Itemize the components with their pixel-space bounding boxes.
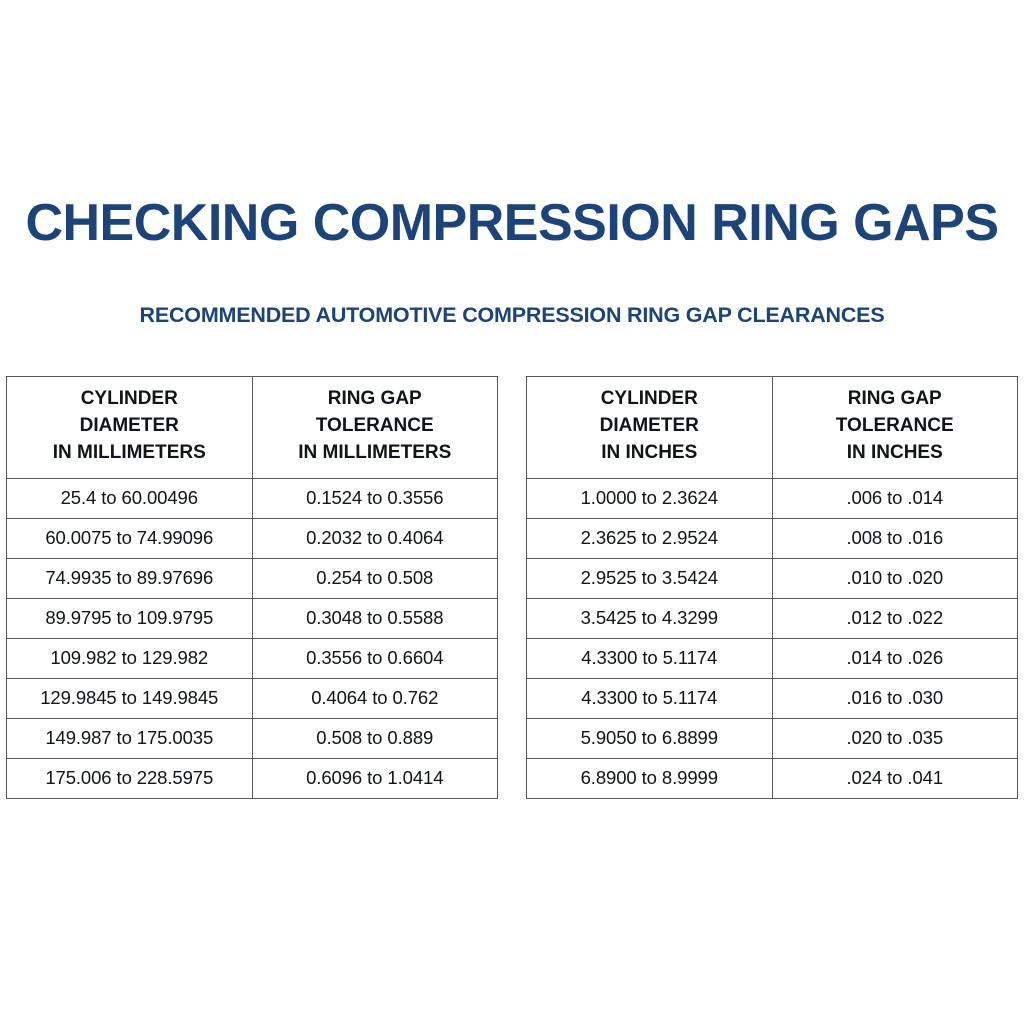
header-line-1: RING GAP [847,388,942,409]
cell-diameter: 129.9845 to 149.9845 [7,678,253,718]
cell-diameter: 1.0000 to 2.3624 [527,478,773,518]
cell-diameter: 2.9525 to 3.5424 [527,558,773,598]
header-line-1: CYLINDER [600,388,698,409]
cell-tolerance: 0.4064 to 0.762 [252,678,498,718]
header-line-2: TOLERANCE [835,414,954,436]
cell-diameter: 25.4 to 60.00496 [7,478,253,518]
cell-diameter: 6.8900 to 8.9999 [527,758,773,798]
cell-diameter: 89.9795 to 109.9795 [7,598,253,638]
tables-container [0,376,1024,799]
cell-tolerance: 0.1524 to 0.3556 [252,478,498,518]
table-row [527,598,1018,638]
cell-diameter: 175.006 to 228.5975 [7,758,253,798]
table-row [7,678,498,718]
cell-tolerance: .010 to .020 [772,558,1018,598]
table-row [527,678,1018,718]
imperial-col-diameter-header [527,377,773,479]
header-line-2: TOLERANCE [315,414,434,436]
cell-diameter: 4.3300 to 5.1174 [527,638,773,678]
header-line-2: DIAMETER [79,414,179,436]
cell-tolerance: 0.254 to 0.508 [252,558,498,598]
imperial-table-body [527,478,1018,798]
table-header-row [527,377,1018,479]
header-line-3: IN MILLIMETERS [52,441,206,463]
table-row [7,478,498,518]
table-row [7,638,498,678]
cell-tolerance: .012 to .022 [772,598,1018,638]
header-line-2: DIAMETER [599,414,699,436]
cell-tolerance: .014 to .026 [772,638,1018,678]
table-row [527,638,1018,678]
table-row [527,518,1018,558]
metric-table [6,376,498,799]
table-header-row [7,377,498,479]
header-line-1: RING GAP [327,388,422,409]
cell-diameter: 149.987 to 175.0035 [7,718,253,758]
table-row [7,558,498,598]
cell-diameter: 109.982 to 129.982 [7,638,253,678]
cell-tolerance: .024 to .041 [772,758,1018,798]
cell-tolerance: .020 to .035 [772,718,1018,758]
metric-col-diameter-header [7,377,253,479]
table-row [527,478,1018,518]
header-line-3: IN INCHES [601,441,698,463]
header-line-1: CYLINDER [80,388,178,409]
cell-tolerance: 0.3048 to 0.5588 [252,598,498,638]
cell-tolerance: 0.508 to 0.889 [252,718,498,758]
cell-diameter: 60.0075 to 74.99096 [7,518,253,558]
imperial-table [526,376,1018,799]
metric-table-body [7,478,498,798]
metric-col-tolerance-header [252,377,498,479]
cell-diameter: 4.3300 to 5.1174 [527,678,773,718]
cell-tolerance: .008 to .016 [772,518,1018,558]
cell-tolerance: .016 to .030 [772,678,1018,718]
table-row [7,718,498,758]
imperial-table-head [527,377,1018,479]
table-row [7,598,498,638]
cell-tolerance: 0.6096 to 1.0414 [252,758,498,798]
cell-tolerance: 0.2032 to 0.4064 [252,518,498,558]
table-row [527,758,1018,798]
table-row [527,558,1018,598]
cell-diameter: 5.9050 to 6.8899 [527,718,773,758]
imperial-col-tolerance-header [772,377,1018,479]
page-subtitle: RECOMMENDED AUTOMOTIVE COMPRESSION RING GAP CLEARANCES [139,303,885,327]
table-row [7,758,498,798]
cell-diameter: 74.9935 to 89.97696 [7,558,253,598]
page-title: CHECKING COMPRESSION RING GAPS [25,194,999,252]
metric-table-head [7,377,498,479]
header-line-3: IN INCHES [846,441,943,463]
table-row [7,518,498,558]
cell-diameter: 2.3625 to 2.9524 [527,518,773,558]
cell-tolerance: 0.3556 to 0.6604 [252,638,498,678]
cell-tolerance: .006 to .014 [772,478,1018,518]
header-line-3: IN MILLIMETERS [298,441,452,463]
cell-diameter: 3.5425 to 4.3299 [527,598,773,638]
table-row [527,718,1018,758]
